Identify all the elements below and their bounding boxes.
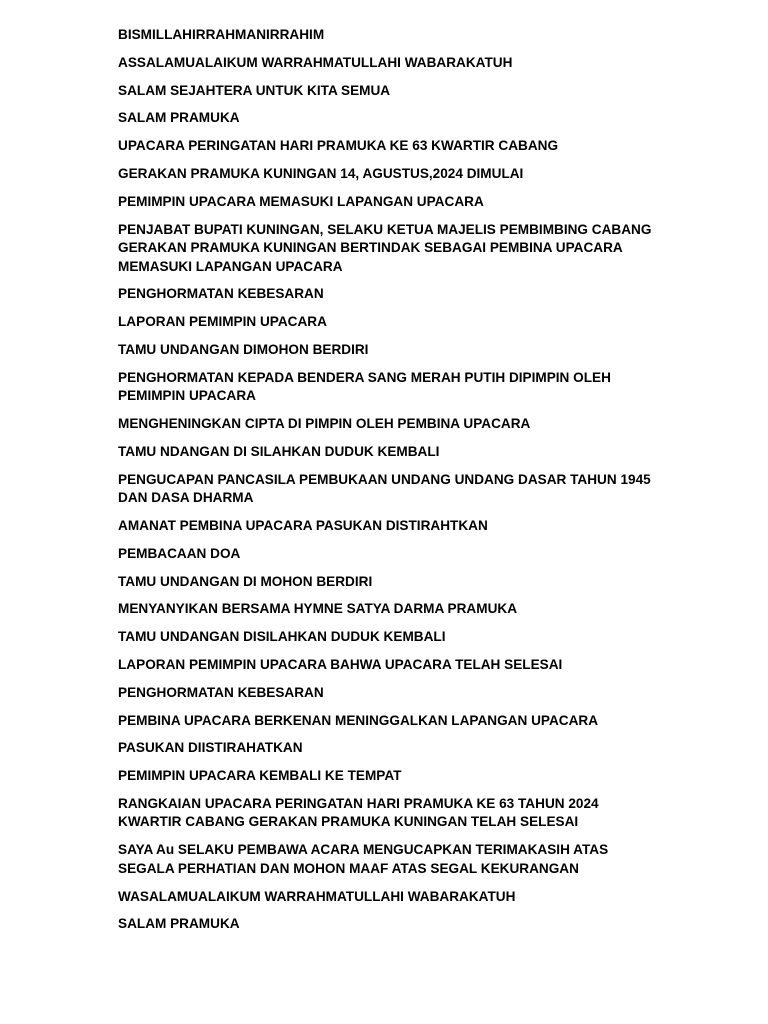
- text-line-item: MENGHENINGKAN CIPTA DI PIMPIN OLEH PEMBINA UPACARA: [118, 416, 531, 432]
- text-line-event-title: UPACARA PERINGATAN HARI PRAMUKA KE 63 KWARTIR CABANG: [118, 138, 559, 154]
- text-line-item: PEMBACAAN DOA: [118, 545, 241, 561]
- text-line-item: PENGHORMATAN KEBESARAN: [118, 684, 324, 700]
- text-line-item: PEMBINA UPACARA BERKENAN MENINGGALKAN LAPANGAN UPACARA: [118, 712, 599, 728]
- text-line-item: LAPORAN PEMIMPIN UPACARA BAHWA UPACARA TELAH SELESAI: [118, 656, 563, 672]
- text-line-item: TAMU UNDANGAN DIMOHON BERDIRI: [118, 341, 369, 357]
- document-page: [118, 26, 658, 943]
- text-line-greeting-sejahtera: SALAM SEJAHTERA UNTUK KITA SEMUA: [118, 82, 391, 98]
- text-line-greeting-pramuka: SALAM PRAMUKA: [118, 110, 240, 126]
- text-line-event-start: GERAKAN PRAMUKA KUNINGAN 14, AGUSTUS,2024 DIMULAI: [118, 165, 524, 181]
- text-line-greeting-salam: ASSALAMUALAIKUM WARRAHMATULLAHI WABARAKATUH: [118, 54, 513, 70]
- text-line-item: TAMU UNDANGAN DISILAHKAN DUDUK KEMBALI: [118, 629, 446, 645]
- text-line-item: TAMU UNDANGAN DI MOHON BERDIRI: [118, 573, 373, 589]
- text-line-item: PEMIMPIN UPACARA MEMASUKI LAPANGAN UPACARA: [118, 193, 484, 209]
- text-line-opening-basmalah: BISMILLAHIRRAHMANIRRAHIM: [118, 27, 325, 42]
- text-line-item: AMANAT PEMBINA UPACARA PASUKAN DISTIRAHTKAN: [118, 517, 488, 533]
- text-line-item: MENYANYIKAN BERSAMA HYMNE SATYA DARMA PRAMUKA: [118, 601, 518, 617]
- text-line-item: PENGUCAPAN PANCASILA PEMBUKAAN UNDANG UNDANG DASAR TAHUN 1945 DAN DASA DHARMA: [118, 471, 651, 506]
- text-line-closing-pramuka: SALAM PRAMUKA: [118, 916, 240, 932]
- text-line-item: PENGHORMATAN KEPADA BENDERA SANG MERAH PUTIH DIPIMPIN OLEH PEMIMPIN UPACARA: [118, 369, 611, 404]
- text-line-item: PEMIMPIN UPACARA KEMBALI KE TEMPAT: [118, 768, 402, 784]
- text-line-item: PASUKAN DIISTIRAHATKAN: [118, 740, 303, 756]
- text-line-closing-salam: WASALAMUALAIKUM WARRAHMATULLAHI WABARAKATUH: [118, 888, 516, 904]
- text-line-item: PENGHORMATAN KEBESARAN: [118, 286, 324, 302]
- text-line-closing-summary: RANGKAIAN UPACARA PERINGATAN HARI PRAMUKA KE 63 TAHUN 2024 KWARTIR CABANG GERAKAN PRAMUKA KUNINGAN TELAH SELESAI: [118, 795, 599, 830]
- text-line-closing-thanks: SAYA Au SELAKU PEMBAWA ACARA MENGUCAPKAN TERIMAKASIH ATAS SEGALA PERHATIAN DAN MOHON MAAF ATAS SEGAL KEKURANGAN: [118, 842, 609, 876]
- text-line-item: PENJABAT BUPATI KUNINGAN, SELAKU KETUA MAJELIS PEMBIMBING CABANG GERAKAN PRAMUKA KUNINGAN BERTINDAK SEBAGAI PEMBINA UPACARA MEMASUKI LAPANGAN UPACARA: [118, 221, 652, 274]
- text-line-item: TAMU NDANGAN DI SILAHKAN DUDUK KEMBALI: [118, 443, 440, 459]
- text-line-item: LAPORAN PEMIMPIN UPACARA: [118, 314, 327, 330]
